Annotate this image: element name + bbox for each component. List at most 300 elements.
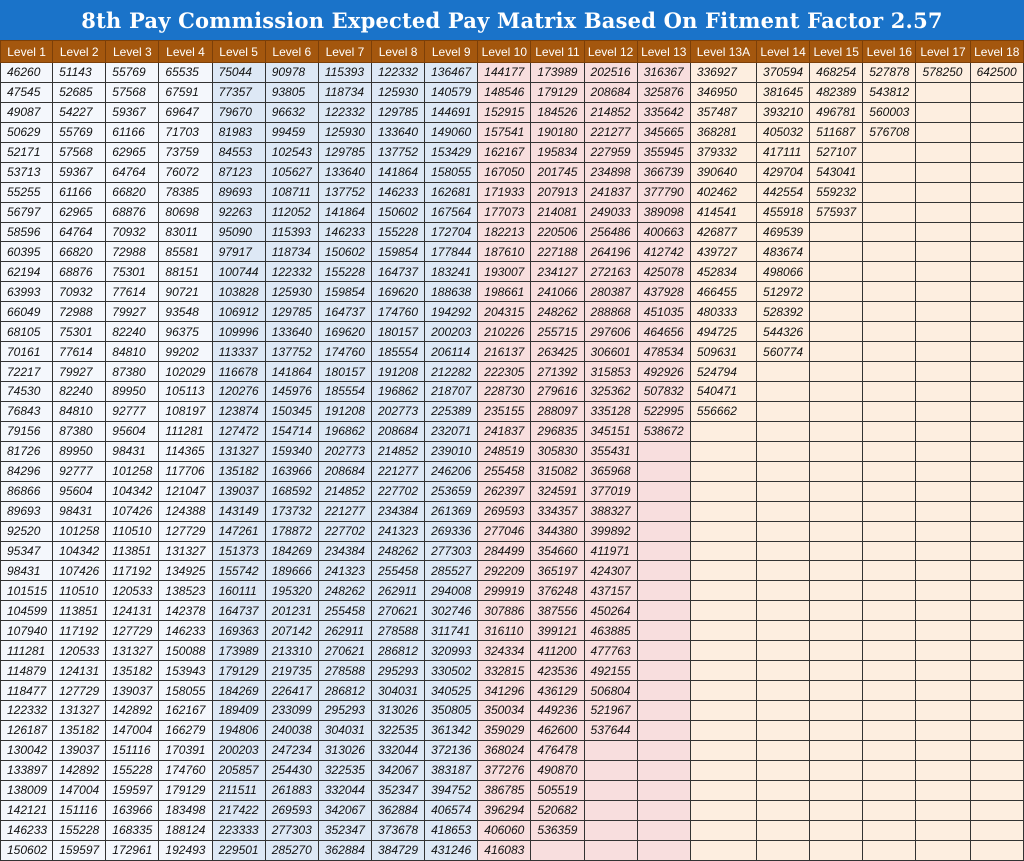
pay-cell <box>916 601 970 621</box>
pay-cell: 137752 <box>318 182 371 202</box>
pay-cell: 159597 <box>53 840 106 860</box>
pay-cell <box>916 82 970 102</box>
pay-cell: 64764 <box>53 222 106 242</box>
pay-cell <box>690 541 756 561</box>
pay-cell <box>810 481 863 501</box>
pay-cell: 498066 <box>757 262 810 282</box>
pay-cell: 124388 <box>159 501 212 521</box>
pay-cell: 332815 <box>478 661 531 681</box>
pay-cell: 57568 <box>53 142 106 162</box>
level-header: Level 1 <box>1 41 53 63</box>
pay-cell: 271392 <box>531 362 584 382</box>
pay-cell <box>970 661 1023 681</box>
pay-cell: 388327 <box>584 501 637 521</box>
pay-cell: 241323 <box>371 521 424 541</box>
pay-cell <box>757 382 810 402</box>
pay-cell: 97917 <box>212 242 265 262</box>
pay-cell: 103828 <box>212 282 265 302</box>
pay-cell: 133640 <box>265 322 318 342</box>
pay-cell: 104342 <box>53 541 106 561</box>
pay-cell: 255715 <box>531 322 584 342</box>
pay-cell: 105113 <box>159 382 212 402</box>
pay-cell: 71703 <box>159 122 212 142</box>
pay-cell: 195834 <box>531 142 584 162</box>
table-row <box>1 302 1024 322</box>
pay-cell: 167050 <box>478 162 531 182</box>
pay-cell: 89693 <box>1 501 53 521</box>
pay-cell <box>863 262 916 282</box>
pay-cell <box>690 461 756 481</box>
pay-cell: 153943 <box>159 661 212 681</box>
pay-cell <box>637 481 690 501</box>
pay-cell: 196862 <box>318 421 371 441</box>
pay-cell: 211511 <box>212 780 265 800</box>
table-row <box>1 561 1024 581</box>
pay-cell: 185554 <box>371 342 424 362</box>
pay-cell <box>863 780 916 800</box>
pay-cell <box>863 202 916 222</box>
pay-cell: 107426 <box>106 501 159 521</box>
pay-cell: 350034 <box>478 701 531 721</box>
table-row <box>1 82 1024 102</box>
pay-cell: 153429 <box>425 142 478 162</box>
pay-cell <box>916 122 970 142</box>
pay-cell: 95604 <box>106 421 159 441</box>
pay-cell <box>690 441 756 461</box>
pay-cell: 543812 <box>863 82 916 102</box>
pay-cell <box>916 541 970 561</box>
pay-cell: 225389 <box>425 401 478 421</box>
pay-cell: 365197 <box>531 561 584 581</box>
pay-cell: 373678 <box>371 820 424 840</box>
pay-cell: 73759 <box>159 142 212 162</box>
pay-cell: 150088 <box>159 641 212 661</box>
pay-cell: 315082 <box>531 461 584 481</box>
pay-cell: 241066 <box>531 282 584 302</box>
pay-cell: 226417 <box>265 681 318 701</box>
pay-cell: 200203 <box>425 322 478 342</box>
pay-cell: 299919 <box>478 581 531 601</box>
level-header: Level 12 <box>584 41 637 63</box>
table-row <box>1 641 1024 661</box>
pay-cell: 406574 <box>425 800 478 820</box>
pay-cell: 206114 <box>425 342 478 362</box>
pay-cell: 207142 <box>265 621 318 641</box>
pay-cell <box>810 780 863 800</box>
pay-cell: 221277 <box>318 501 371 521</box>
pay-cell: 105627 <box>265 162 318 182</box>
pay-cell <box>916 800 970 820</box>
pay-cell: 67591 <box>159 82 212 102</box>
pay-cell <box>690 601 756 621</box>
pay-cell <box>810 521 863 541</box>
pay-cell <box>863 322 916 342</box>
pay-cell <box>810 720 863 740</box>
pay-cell: 261883 <box>265 780 318 800</box>
pay-cell <box>916 222 970 242</box>
pay-cell <box>810 740 863 760</box>
pay-cell <box>970 501 1023 521</box>
pay-cell: 233099 <box>265 701 318 721</box>
pay-cell: 89693 <box>212 182 265 202</box>
pay-cell: 214852 <box>318 481 371 501</box>
pay-cell <box>970 760 1023 780</box>
pay-cell: 370594 <box>757 63 810 83</box>
pay-cell: 130042 <box>1 740 53 760</box>
pay-cell <box>757 780 810 800</box>
table-row <box>1 242 1024 262</box>
pay-cell: 69647 <box>159 102 212 122</box>
pay-cell: 180157 <box>371 322 424 342</box>
pay-cell: 345665 <box>637 122 690 142</box>
pay-cell: 113851 <box>106 541 159 561</box>
pay-cell: 214852 <box>584 102 637 122</box>
pay-cell: 59367 <box>53 162 106 182</box>
pay-cell: 72988 <box>106 242 159 262</box>
pay-cell: 286812 <box>371 641 424 661</box>
pay-cell <box>970 780 1023 800</box>
pay-cell <box>863 162 916 182</box>
table-row <box>1 362 1024 382</box>
pay-cell: 81726 <box>1 441 53 461</box>
pay-cell <box>690 740 756 760</box>
pay-cell: 425078 <box>637 262 690 282</box>
pay-cell <box>916 162 970 182</box>
pay-cell <box>916 102 970 122</box>
pay-cell: 217422 <box>212 800 265 820</box>
pay-cell <box>970 840 1023 860</box>
pay-cell: 145976 <box>265 382 318 402</box>
pay-cell: 269593 <box>478 501 531 521</box>
pay-cell <box>810 282 863 302</box>
pay-cell: 536359 <box>531 820 584 840</box>
pay-cell: 480333 <box>690 302 756 322</box>
pay-cell: 63993 <box>1 282 53 302</box>
pay-cell: 163966 <box>106 800 159 820</box>
pay-cell <box>970 342 1023 362</box>
pay-cell: 296835 <box>531 421 584 441</box>
header-row <box>1 41 1024 63</box>
pay-cell: 544326 <box>757 322 810 342</box>
pay-cell: 150602 <box>1 840 53 860</box>
pay-cell: 124131 <box>106 601 159 621</box>
pay-cell: 144691 <box>425 102 478 122</box>
pay-cell: 179129 <box>531 82 584 102</box>
pay-cell <box>810 441 863 461</box>
pay-cell <box>970 541 1023 561</box>
pay-cell: 117192 <box>53 621 106 641</box>
pay-cell: 61166 <box>53 182 106 202</box>
pay-cell: 129785 <box>265 302 318 322</box>
pay-cell: 306601 <box>584 342 637 362</box>
pay-cell: 173989 <box>531 63 584 83</box>
pay-cell: 277303 <box>425 541 478 561</box>
pay-cell: 221277 <box>584 122 637 142</box>
pay-cell: 540471 <box>690 382 756 402</box>
pay-cell: 193007 <box>478 262 531 282</box>
pay-cell: 133897 <box>1 760 53 780</box>
pay-cell: 131327 <box>159 541 212 561</box>
pay-cell: 151373 <box>212 541 265 561</box>
pay-cell: 122332 <box>318 102 371 122</box>
pay-cell: 262397 <box>478 481 531 501</box>
table-row <box>1 541 1024 561</box>
pay-cell: 76072 <box>159 162 212 182</box>
pay-cell: 192493 <box>159 840 212 860</box>
pay-cell: 248262 <box>371 541 424 561</box>
pay-cell: 286812 <box>318 681 371 701</box>
pay-cell <box>810 581 863 601</box>
pay-cell: 79927 <box>53 362 106 382</box>
pay-cell: 414541 <box>690 202 756 222</box>
page-title: 8th Pay Commission Expected Pay Matrix Based On Fitment Factor 2.57 <box>81 7 943 33</box>
pay-cell <box>531 840 584 860</box>
pay-cell: 247234 <box>265 740 318 760</box>
pay-cell: 202773 <box>371 401 424 421</box>
pay-cell: 88151 <box>159 262 212 282</box>
pay-cell: 462600 <box>531 720 584 740</box>
pay-cell: 70932 <box>53 282 106 302</box>
table-row <box>1 382 1024 402</box>
pay-cell <box>863 800 916 820</box>
pay-cell: 87123 <box>212 162 265 182</box>
table-row <box>1 461 1024 481</box>
table-row <box>1 63 1024 83</box>
pay-cell <box>637 760 690 780</box>
pay-matrix-table <box>0 40 1024 861</box>
pay-cell <box>690 481 756 501</box>
level-header: Level 6 <box>265 41 318 63</box>
pay-cell: 77614 <box>53 342 106 362</box>
pay-cell: 386785 <box>478 780 531 800</box>
table-row <box>1 222 1024 242</box>
pay-cell <box>916 760 970 780</box>
pay-cell: 133640 <box>318 162 371 182</box>
pay-cell: 191208 <box>371 362 424 382</box>
pay-cell <box>810 421 863 441</box>
pay-cell <box>757 421 810 441</box>
pay-cell: 307886 <box>478 601 531 621</box>
pay-cell: 527878 <box>863 63 916 83</box>
pay-cell: 322535 <box>318 760 371 780</box>
pay-cell <box>916 501 970 521</box>
pay-cell <box>637 601 690 621</box>
pay-cell <box>863 720 916 740</box>
pay-cell: 416083 <box>478 840 531 860</box>
pay-cell: 324591 <box>531 481 584 501</box>
pay-cell <box>690 720 756 740</box>
pay-cell: 68876 <box>106 202 159 222</box>
pay-cell: 116678 <box>212 362 265 382</box>
pay-cell: 131327 <box>212 441 265 461</box>
pay-cell <box>916 302 970 322</box>
pay-cell: 424307 <box>584 561 637 581</box>
pay-cell: 372136 <box>425 740 478 760</box>
pay-cell <box>757 641 810 661</box>
pay-cell: 222305 <box>478 362 531 382</box>
pay-cell: 139037 <box>53 740 106 760</box>
pay-cell: 99459 <box>265 122 318 142</box>
pay-cell: 316110 <box>478 621 531 641</box>
pay-cell: 342067 <box>371 760 424 780</box>
pay-cell: 423536 <box>531 661 584 681</box>
pay-cell: 332044 <box>371 740 424 760</box>
pay-cell: 521967 <box>584 701 637 721</box>
pay-cell: 122332 <box>1 701 53 721</box>
pay-cell: 202516 <box>584 63 637 83</box>
pay-cell: 150602 <box>371 202 424 222</box>
pay-cell: 109996 <box>212 322 265 342</box>
table-row <box>1 780 1024 800</box>
pay-cell: 102029 <box>159 362 212 382</box>
pay-cell: 642500 <box>970 63 1023 83</box>
pay-cell: 147004 <box>106 720 159 740</box>
table-row <box>1 262 1024 282</box>
pay-cell: 155742 <box>212 561 265 581</box>
pay-cell <box>584 820 637 840</box>
pay-cell: 106912 <box>212 302 265 322</box>
pay-cell: 58596 <box>1 222 53 242</box>
pay-cell <box>970 162 1023 182</box>
pay-cell: 169363 <box>212 621 265 641</box>
pay-cell: 72217 <box>1 362 53 382</box>
pay-cell: 177073 <box>478 202 531 222</box>
level-header: Level 5 <box>212 41 265 63</box>
pay-cell <box>637 461 690 481</box>
pay-cell: 183498 <box>159 800 212 820</box>
table-row <box>1 701 1024 721</box>
pay-cell: 450264 <box>584 601 637 621</box>
pay-cell: 426877 <box>690 222 756 242</box>
table-row <box>1 501 1024 521</box>
pay-cell: 254430 <box>265 760 318 780</box>
pay-cell: 70932 <box>106 222 159 242</box>
pay-cell <box>810 501 863 521</box>
table-row <box>1 182 1024 202</box>
pay-cell: 80698 <box>159 202 212 222</box>
pay-cell <box>863 481 916 501</box>
pay-cell <box>690 800 756 820</box>
pay-cell: 355431 <box>584 441 637 461</box>
pay-cell <box>970 601 1023 621</box>
pay-cell: 507832 <box>637 382 690 402</box>
pay-cell: 277046 <box>478 521 531 541</box>
pay-cell: 120533 <box>53 641 106 661</box>
pay-cell: 122332 <box>265 262 318 282</box>
pay-cell <box>916 142 970 162</box>
level-header: Level 10 <box>478 41 531 63</box>
pay-cell: 330502 <box>425 661 478 681</box>
table-row <box>1 661 1024 681</box>
pay-cell: 127729 <box>159 521 212 541</box>
table-row <box>1 322 1024 342</box>
pay-cell: 82240 <box>106 322 159 342</box>
pay-cell: 141864 <box>265 362 318 382</box>
pay-cell <box>863 421 916 441</box>
pay-cell: 110510 <box>106 521 159 541</box>
pay-cell <box>690 681 756 701</box>
pay-cell <box>690 661 756 681</box>
table-row <box>1 342 1024 362</box>
pay-cell: 77614 <box>106 282 159 302</box>
pay-cell: 194292 <box>425 302 478 322</box>
pay-cell: 164737 <box>212 601 265 621</box>
pay-cell <box>637 561 690 581</box>
pay-cell: 304031 <box>318 720 371 740</box>
pay-cell: 464656 <box>637 322 690 342</box>
pay-cell: 113851 <box>53 601 106 621</box>
pay-cell: 189409 <box>212 701 265 721</box>
pay-cell: 305830 <box>531 441 584 461</box>
pay-cell: 412742 <box>637 242 690 262</box>
pay-cell: 159597 <box>106 780 159 800</box>
pay-cell: 98431 <box>53 501 106 521</box>
pay-cell: 120533 <box>106 581 159 601</box>
pay-cell: 188124 <box>159 820 212 840</box>
pay-cell <box>757 601 810 621</box>
pay-cell: 55769 <box>106 63 159 83</box>
level-header: Level 7 <box>318 41 371 63</box>
pay-cell <box>810 561 863 581</box>
pay-cell: 278588 <box>318 661 371 681</box>
pay-cell <box>916 382 970 402</box>
pay-cell <box>690 581 756 601</box>
pay-cell: 77357 <box>212 82 265 102</box>
pay-cell: 249033 <box>584 202 637 222</box>
pay-cell: 155228 <box>318 262 371 282</box>
level-header: Level 2 <box>53 41 106 63</box>
pay-cell: 142121 <box>1 800 53 820</box>
pay-cell: 66049 <box>1 302 53 322</box>
pay-cell <box>810 382 863 402</box>
pay-cell: 169620 <box>371 282 424 302</box>
pay-cell: 560774 <box>757 342 810 362</box>
pay-cell <box>637 501 690 521</box>
pay-cell: 223333 <box>212 820 265 840</box>
pay-cell: 216137 <box>478 342 531 362</box>
pay-cell: 182213 <box>478 222 531 242</box>
pay-cell: 136467 <box>425 63 478 83</box>
pay-cell: 114879 <box>1 661 53 681</box>
table-row <box>1 102 1024 122</box>
pay-cell: 325362 <box>584 382 637 402</box>
pay-cell <box>637 581 690 601</box>
pay-cell: 227188 <box>531 242 584 262</box>
pay-cell: 575937 <box>810 202 863 222</box>
pay-cell <box>810 641 863 661</box>
pay-cell: 262911 <box>318 621 371 641</box>
pay-cell: 399892 <box>584 521 637 541</box>
pay-cell: 87380 <box>106 362 159 382</box>
pay-cell: 117706 <box>159 461 212 481</box>
level-header: Level 13 <box>637 41 690 63</box>
pay-cell: 75301 <box>106 262 159 282</box>
pay-cell <box>690 780 756 800</box>
pay-cell: 168335 <box>106 820 159 840</box>
pay-cell: 111281 <box>159 421 212 441</box>
pay-cell <box>916 840 970 860</box>
pay-cell: 248262 <box>531 302 584 322</box>
pay-cell <box>690 760 756 780</box>
pay-cell: 142892 <box>53 760 106 780</box>
pay-cell: 345151 <box>584 421 637 441</box>
pay-cell: 62965 <box>106 142 159 162</box>
pay-cell: 56797 <box>1 202 53 222</box>
pay-cell: 198661 <box>478 282 531 302</box>
pay-cell: 576708 <box>863 122 916 142</box>
pay-cell: 112052 <box>265 202 318 222</box>
pay-cell <box>584 760 637 780</box>
